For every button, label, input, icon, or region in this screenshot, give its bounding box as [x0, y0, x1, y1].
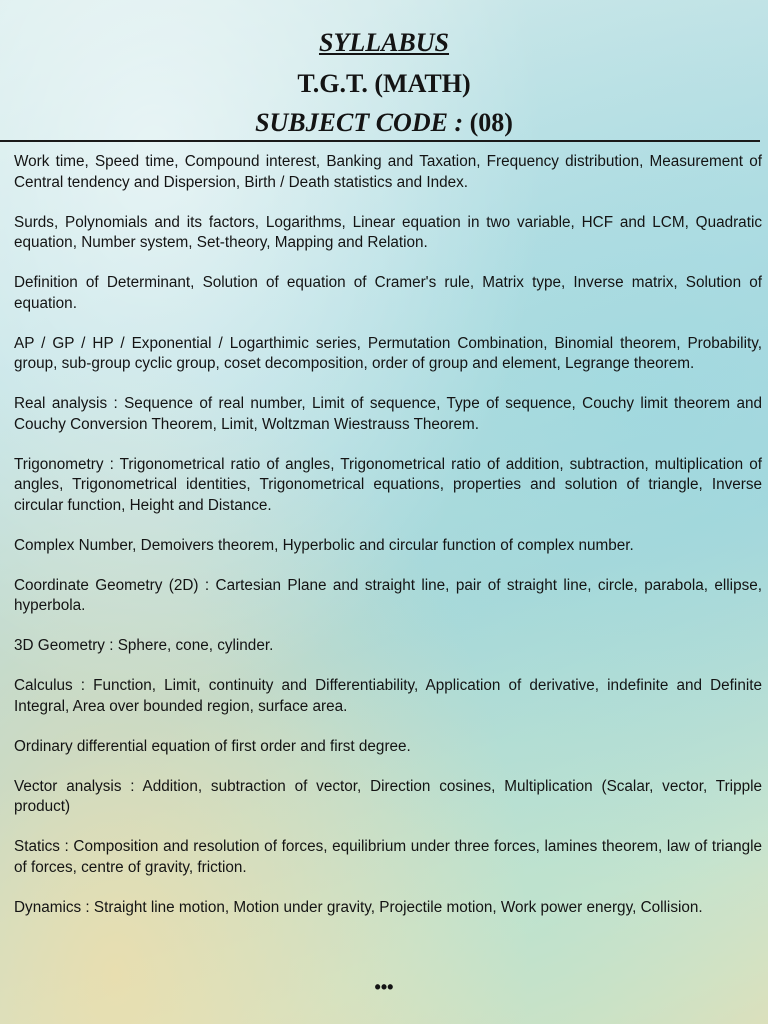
post-title: T.G.T. (MATH)	[297, 69, 471, 98]
topic-paragraph: 3D Geometry : Sphere, cone, cylinder.	[14, 637, 274, 654]
topic-paragraph: Coordinate Geometry (2D) : Cartesian Plane and straight line, pair of straight line, circle, parabola, ellipse, hyperbola.	[14, 576, 762, 614]
topic-paragraph: Vector analysis : Addition, subtraction of vector, Direction cosines, Multiplication (Scalar, vector, Tripple product)	[14, 777, 762, 815]
syllabus-body	[14, 152, 762, 938]
header-divider	[0, 140, 760, 142]
topic-paragraph: Statics : Composition and resolution of forces, equilibrium under three forces, lamines theorem, law of triangle of forces, centre of gravity, friction.	[14, 838, 762, 876]
topic-paragraph: Work time, Speed time, Compound interest, Banking and Taxation, Frequency distribution, Measurement of Central tendency and Dispersion, Birth / Death statistics and Index.	[14, 153, 762, 191]
topic-paragraph: Calculus : Function, Limit, continuity and Differentiability, Application of derivative, indefinite and Definite Integral, Area over bounded region, surface area.	[14, 677, 762, 715]
subject-code	[0, 108, 768, 138]
end-mark: •••	[374, 977, 394, 997]
topic-paragraph: Real analysis : Sequence of real number, Limit of sequence, Type of sequence, Couchy limit theorem and Couchy Conversion Theorem, Limit, Woltzman Wiestrauss Theorem.	[14, 395, 762, 433]
topic-paragraph: Surds, Polynomials and its factors, Logarithms, Linear equation in two variable, HCF and LCM, Quadratic equation, Number system, Set-theory, Mapping and Relation.	[14, 213, 762, 251]
topic-paragraph: AP / GP / HP / Exponential / Logarthimic series, Permutation Combination, Binomial theorem, Probability, group, sub-group cyclic group, coset decomposition, order of group and element, Legrange theorem.	[14, 334, 762, 372]
page-title: SYLLABUS	[318, 28, 450, 57]
topic-paragraph: Dynamics : Straight line motion, Motion under gravity, Projectile motion, Work power energy, Collision.	[14, 898, 703, 916]
topic-paragraph: Definition of Determinant, Solution of equation of Cramer's rule, Matrix type, Inverse matrix, Solution of equation.	[14, 274, 762, 312]
subject-code-value: (08)	[469, 108, 513, 137]
subject-code-label: SUBJECT CODE :	[255, 108, 464, 137]
topic-paragraph: Trigonometry : Trigonometrical ratio of angles, Trigonometrical ratio of addition, subtraction, multiplication of angles, Trigonometrical identities, Trigonometrical equations, properties and solution of triangle, Inverse circular function, Height and Distance.	[14, 455, 762, 514]
topic-paragraph: Complex Number, Demoivers theorem, Hyperbolic and circular function of complex number.	[14, 536, 634, 554]
topic-paragraph: Ordinary differential equation of first order and first degree.	[14, 737, 411, 755]
